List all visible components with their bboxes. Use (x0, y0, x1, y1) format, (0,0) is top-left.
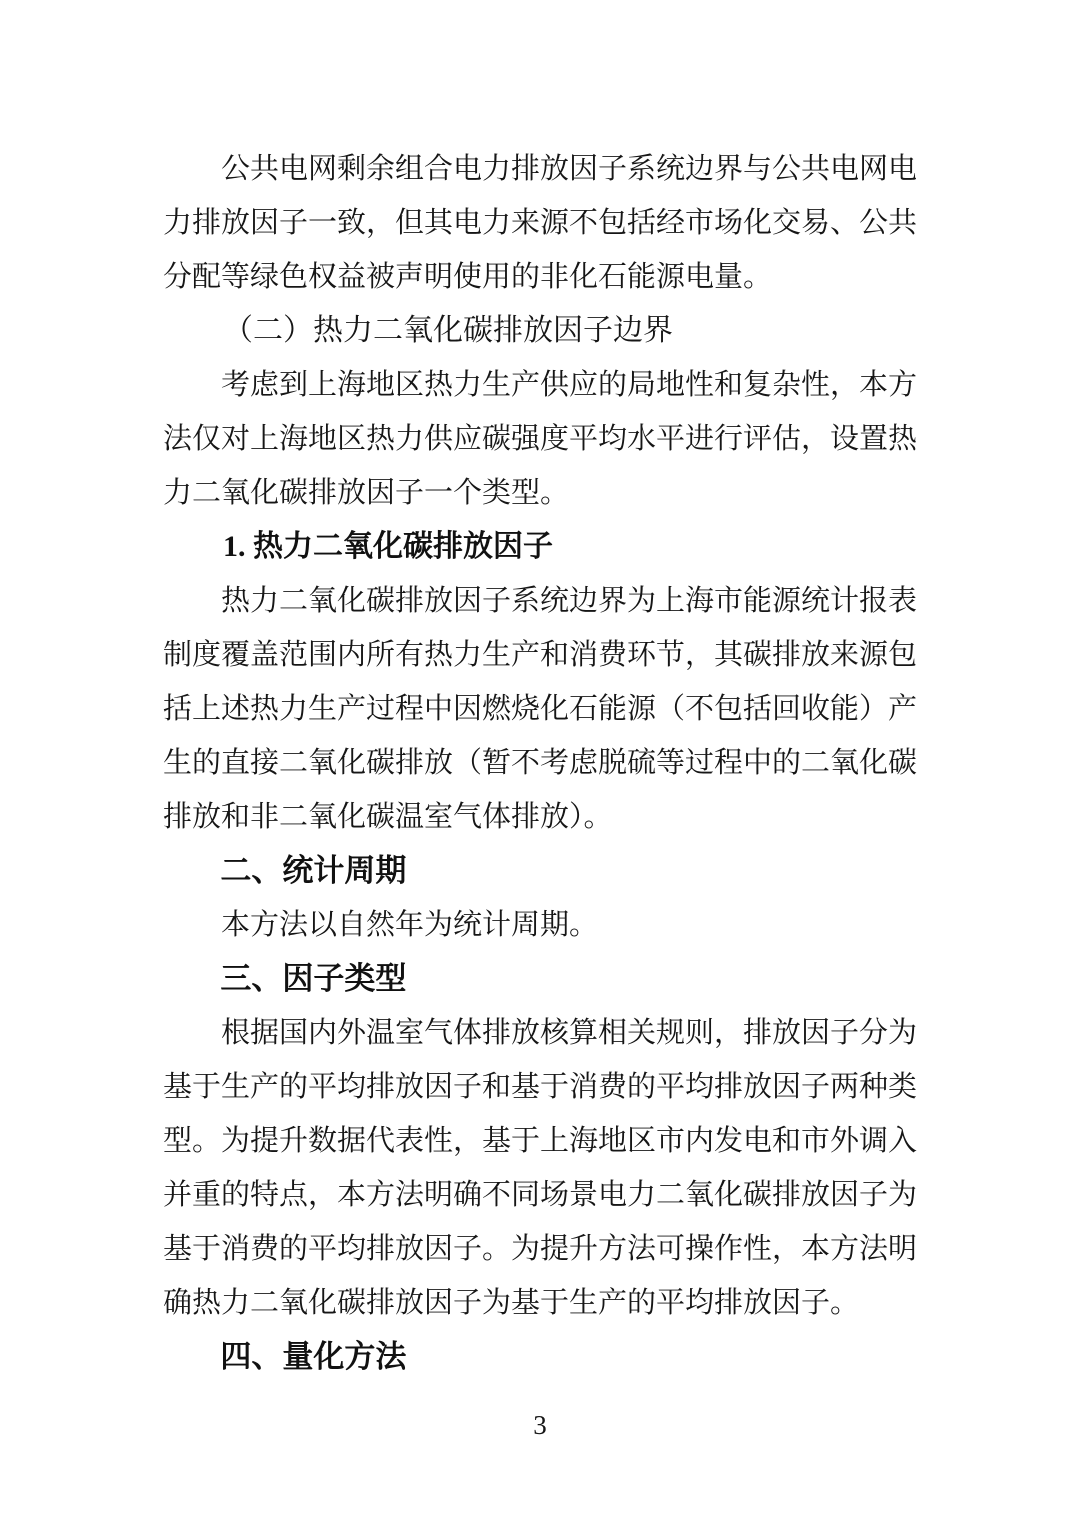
paragraph-residual-mix-boundary: 公共电网剩余组合电力排放因子系统边界与公共电网电力排放因子一致，但其电力来源不包括经市场化交易、公共分配等绿色权益被声明使用的非化石能源电量。 (163, 153, 918, 293)
paragraph-factor-type-rules: 根据国内外温室气体排放核算相关规则，排放因子分为基于生产的平均排放因子和基于消费的平均排放因子两种类型。为提升数据代表性，基于上海地区市内发电和市外调入并重的特点，本方法明确不同场景电力二氧化碳排放因子为基于消费的平均排放因子。为提升方法可操作性，本方法明确热力二氧化碳排放因子为基于生产的平均排放因子。 (163, 1017, 918, 1319)
section-heading-statistical-period: 二、统计周期 (220, 853, 407, 888)
document-body (163, 142, 917, 1384)
section-heading-factor-types: 三、因子类型 (220, 961, 407, 996)
sub-heading-heat-co2-factor-boundary: （二）热力二氧化碳排放因子边界 (223, 314, 673, 347)
page-number: 3 (533, 1410, 547, 1440)
section-heading-quantification-method: 四、量化方法 (220, 1339, 407, 1374)
paragraph-heat-supply-assessment: 考虑到上海地区热力生产供应的局地性和复杂性，本方法仅对上海地区热力供应碳强度平均水平进行评估，设置热力二氧化碳排放因子一个类型。 (163, 369, 918, 509)
paragraph-natural-year-period: 本方法以自然年为统计周期。 (221, 909, 599, 941)
numbered-heading-heat-co2-factor: 1. 热力二氧化碳排放因子 (223, 530, 553, 563)
paragraph-heat-system-boundary: 热力二氧化碳排放因子系统边界为上海市能源统计报表制度覆盖范围内所有热力生产和消费环节，其碳排放来源包括上述热力生产过程中因燃烧化石能源（不包括回收能）产生的直接二氧化碳排放（暂不考虑脱硫等过程中的二氧化碳排放和非二氧化碳温室气体排放）。 (163, 585, 918, 833)
